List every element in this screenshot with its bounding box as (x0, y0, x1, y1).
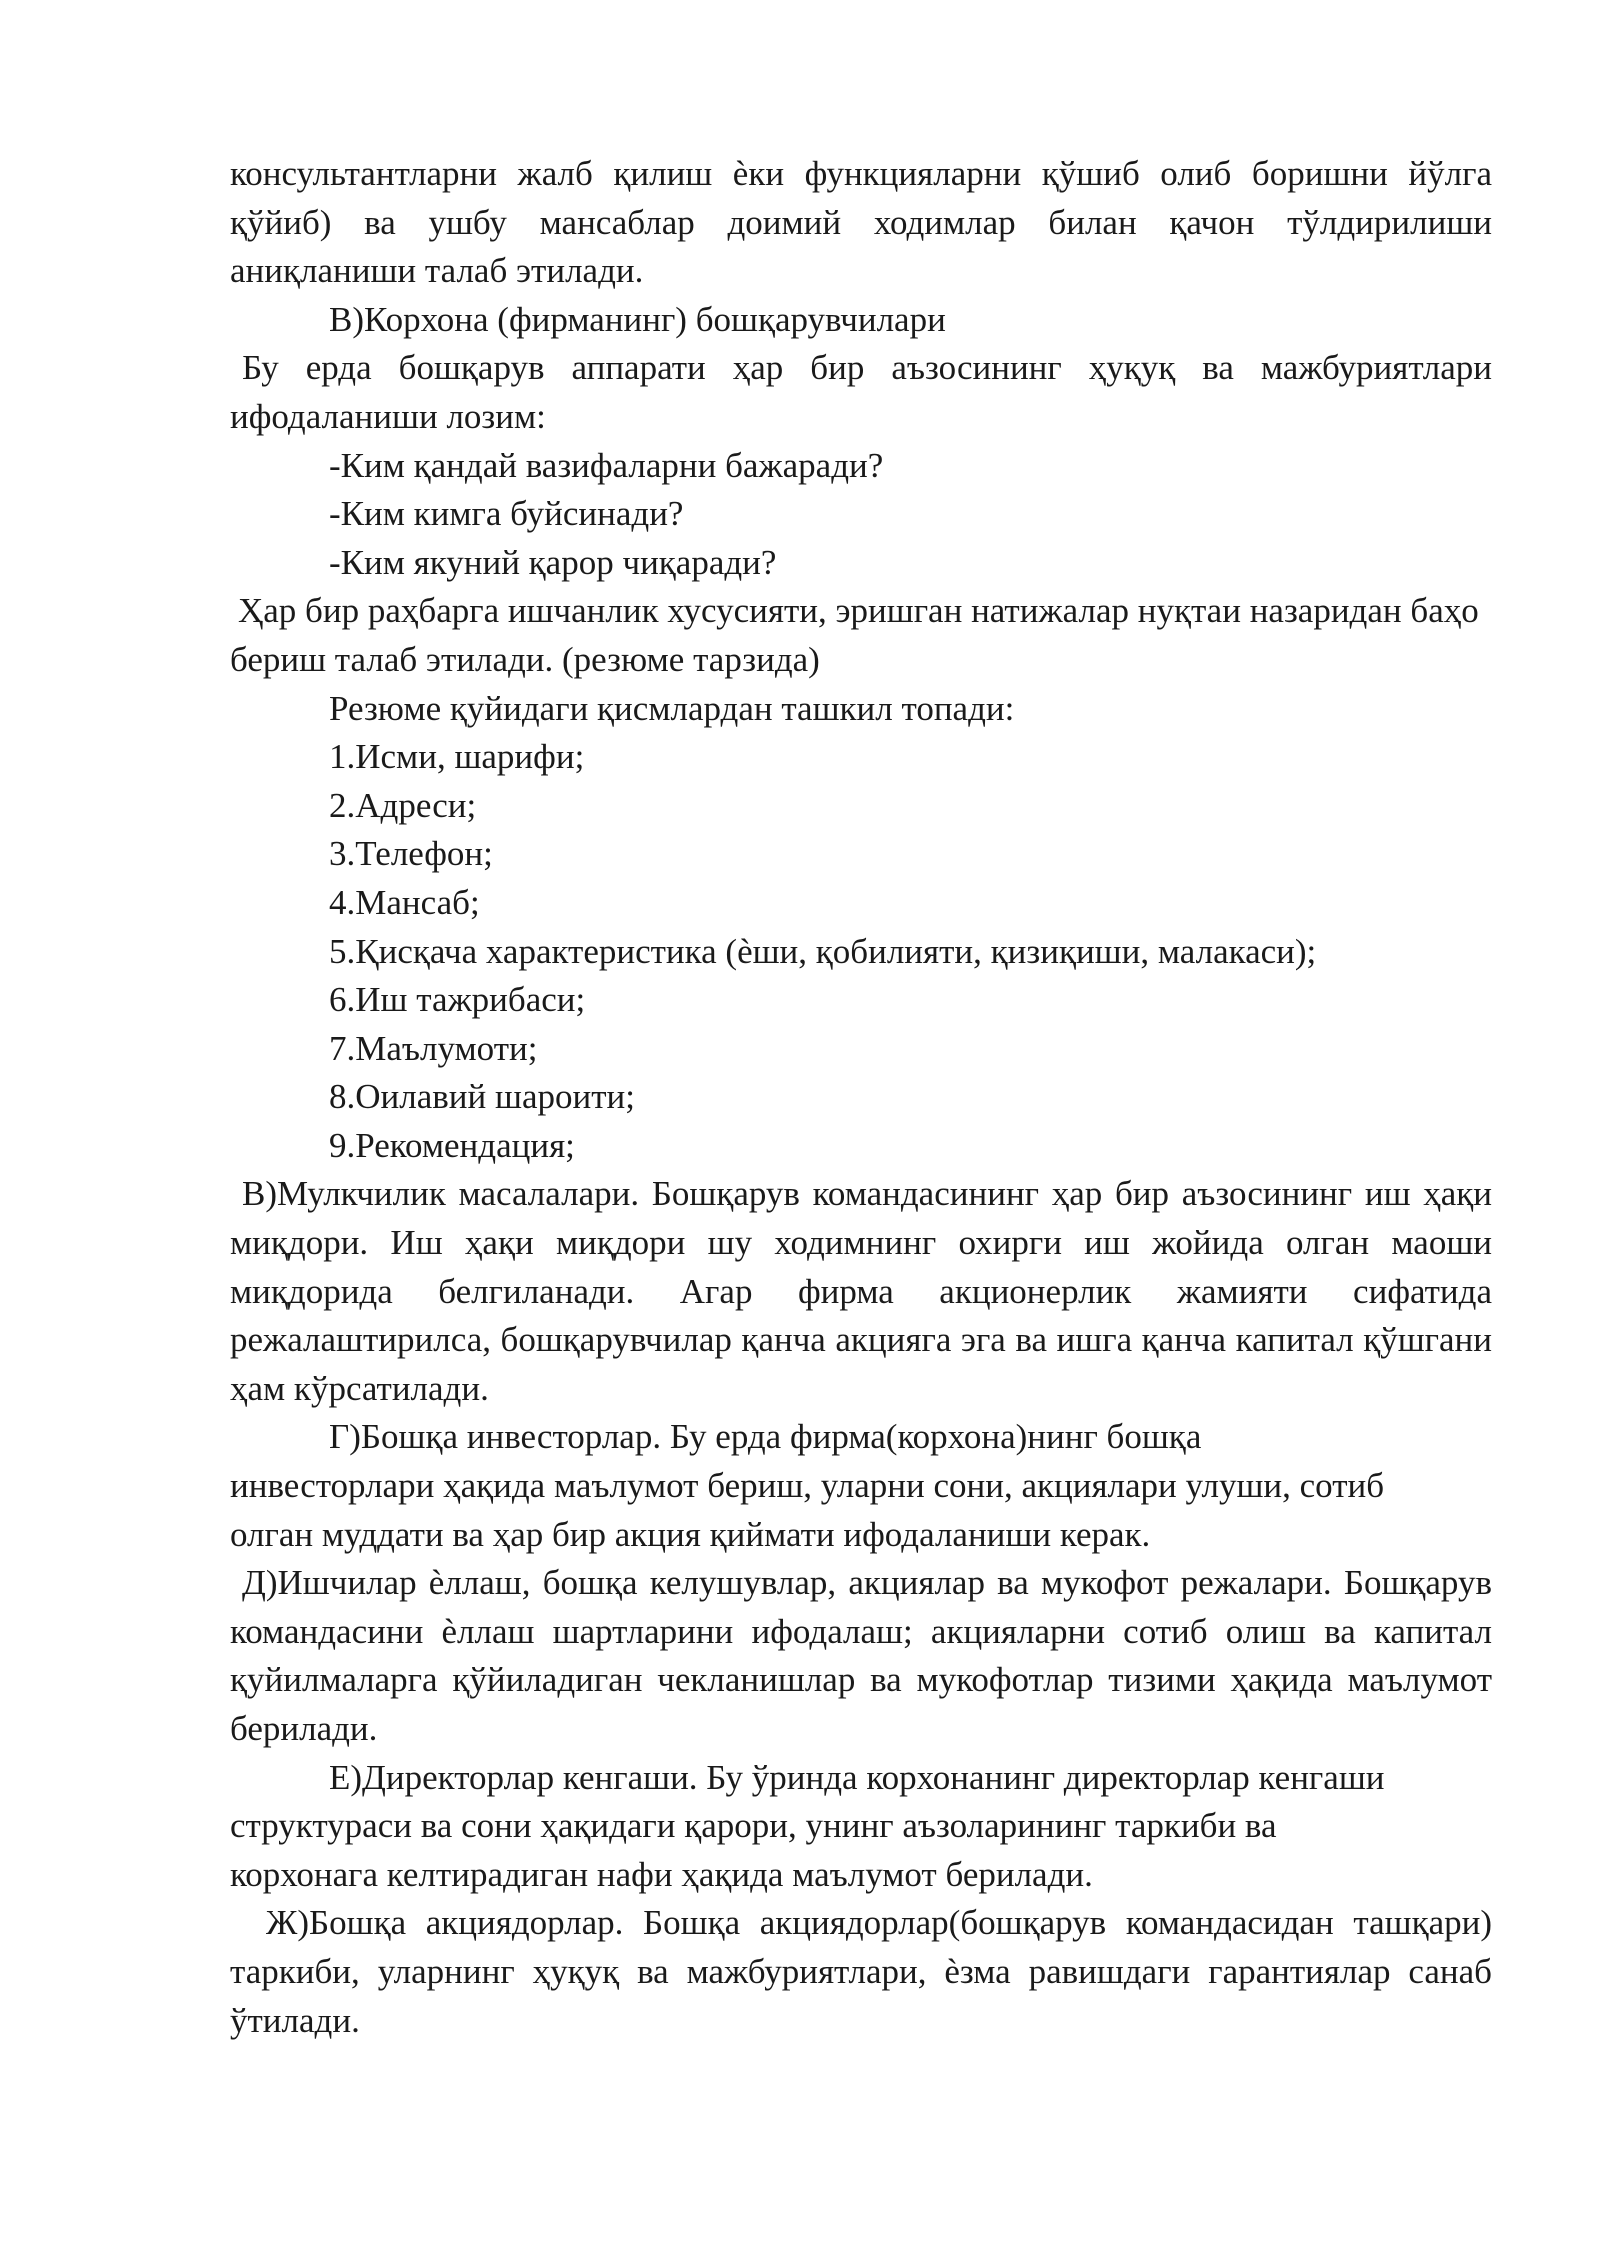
resume-list-item: 9.Рекомендация; (329, 1125, 575, 1165)
question-item: -Ким қандай вазифаларни бажаради? (329, 445, 884, 485)
paragraph-management-duties: Бу ерда бошқарув аппарати ҳар бир аъзосининг ҳуқуқ ва мажбуриятлари ифодаланиши лозим: (230, 348, 1492, 436)
section-board-of-directors-line: Е)Директорлар кенгаши. Бу ўринда корхонанинг директорлар кенгаши (329, 1757, 1385, 1797)
paragraph-intro-continuation: консультантларни жалб қилиш ѐки функцияларни қўшиб олиб боришни йўлга қўйиб) ва ушбу мансаблар доимий ходимлар билан қачон тўлдирилиши аниқланиши талаб этилади. (230, 154, 1492, 291)
resume-list-item: 2.Адреси; (329, 785, 477, 825)
section-other-shareholders: Ж)Бошқа акциядорлар. Бошқа акциядорлар(бошқарув командасидан ташқари) таркиби, уларнинг ҳуқуқ ва мажбуриятлари, ѐзма равишдаги гарантиялар санаб ўтилади. (230, 1903, 1492, 2040)
section-board-of-directors-line: структураси ва сони ҳақидаги қарори, унинг аъзоларининг таркиби ва (230, 1806, 1277, 1846)
resume-list-item: 8.Оилавий шароити; (329, 1077, 635, 1117)
section-other-investors-line: олган муддати ва ҳар бир акция қиймати ифодаланиши керак. (230, 1514, 1151, 1554)
section-board-of-directors-line: корхонага келтирадиган нафи ҳақида маълумот берилади. (230, 1854, 1093, 1894)
resume-list-item: 6.Иш тажрибаси; (329, 980, 586, 1020)
question-item: -Ким кимга буйсинади? (329, 494, 684, 534)
document-body (230, 150, 1492, 2045)
section-other-investors-line: инвесторлари ҳақида маълумот бериш, уларни сони, акциялари улуши, сотиб (230, 1466, 1385, 1506)
heading-managers: В)Корхона (фирманинг) бошқарувчилари (329, 299, 946, 339)
section-ownership: В)Мулкчилик масалалари. Бошқарув командасининг ҳар бир аъзосининг иш ҳақи миқдори. Иш ҳақи миқдори шу ходимнинг охирги иш жойида олган маоши миқдорида белгиланади. Агар фирма акционерлик жамияти сифатида режалаштирилса, бошқарувчилар қанча акцияга эга ва ишга қанча капитал қўшгани ҳам кўрсатилади. (230, 1174, 1492, 1408)
resume-intro: Резюме қуйидаги қисмлардан ташкил топади: (329, 688, 1015, 728)
paragraph-evaluation: Ҳар бир раҳбарга ишчанлик хусусияти, эришган натижалар нуқтаи назаридан баҳо бериш талаб этилади. (резюме тарзида) (230, 591, 1479, 679)
resume-list-item: 4.Мансаб; (329, 882, 480, 922)
resume-list-item: 7.Маълумоти; (329, 1028, 538, 1068)
question-item: -Ким якуний қарор чиқаради? (329, 542, 777, 582)
resume-list-item: 3.Телефон; (329, 834, 493, 874)
section-other-investors-line: Г)Бошқа инвесторлар. Бу ерда фирма(корхона)нинг бошқа (329, 1417, 1202, 1457)
section-hiring-agreements: Д)Ишчилар ѐллаш, бошқа келушувлар, акциялар ва мукофот режалари. Бошқарув командасини ѐллаш шартларини ифодалаш; акцияларни сотиб олиш ва капитал қуйилмаларга қўйиладиган чекланишлар ва мукофотлар тизими ҳақида маълумот берилади. (230, 1563, 1492, 1748)
resume-list-item: 1.Исми, шарифи; (329, 737, 585, 777)
resume-list-item: 5.Қисқача характеристика (ѐши, қобилияти, қизиқиши, малакаси); (329, 931, 1317, 971)
